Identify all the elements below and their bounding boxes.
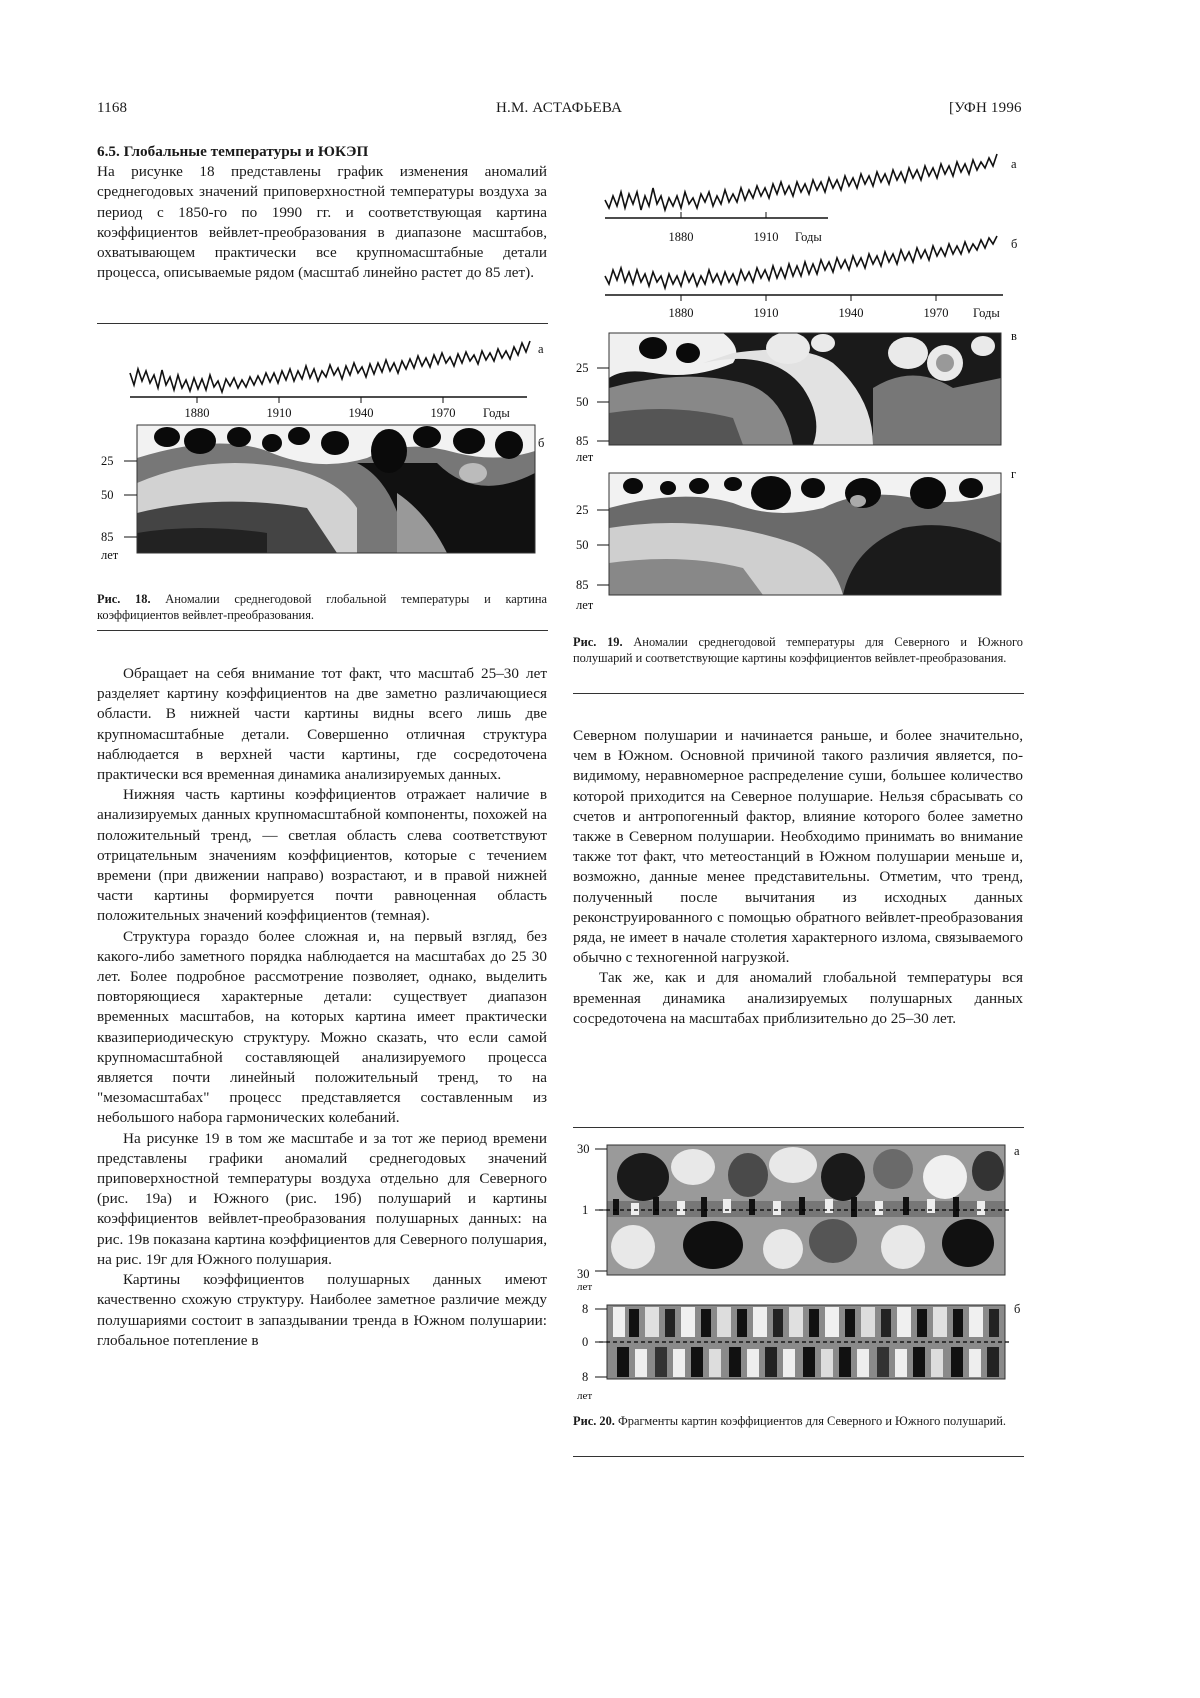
fig19a-xunit: Годы [795,230,822,244]
figure-20 [573,1137,1028,1407]
fig19d-ytick: 85 [576,578,589,592]
fig18-ytick: 85 [101,530,114,544]
fig18-xtick: 1880 [184,406,210,420]
left-paragraph-3: Структура гораздо более сложная и, на первый взгляд, без какого-либо заметного порядка наблюдается на масштабах до 25 30 лет. Более подробное рассмотрение позволяет, однако, выделить повторяющиеся характерные детали: существует диапазон временных масштабов, на которых картина имеет практически квазипериодическую структуру. Можно сказать, что если самой крупномасштабной составляющей анализируемого процесса является почти линейный положительный тренд, то на "мезомасштабах" процесс представляется составленным из небольшого набора гармонических колебаний. [97,927,547,1127]
rule-fig20-top [573,1127,1024,1128]
page-number: 1168 [97,100,128,116]
running-author: Н.М. АСТАФЬЕВА [496,100,623,116]
fig19-panel-d: г [1011,467,1017,481]
fig19b-xunit: Годы [973,306,1000,320]
fig20a-ytick: 1 [582,1203,589,1217]
fig19c-yunit: лет [576,450,594,464]
fig20b-ytick: 0 [582,1335,589,1349]
fig19b-xtick: 1880 [668,306,694,320]
fig18-xtick: 1970 [430,406,456,420]
fig19c-ytick: 50 [576,395,589,409]
fig20a-yunit: лет [577,1281,593,1293]
fig19-panel-a: а [1011,157,1017,171]
fig20b-yunit: лет [577,1390,593,1402]
fig19c-ytick: 85 [576,434,589,448]
fig18-caption-text: Аномалии среднегодовой глобальной температуры и картина коэффициентов вейвлет-преобразования. [97,592,547,622]
fig20b-ytick: 8 [582,1370,589,1384]
fig19c-wavelet-map-north [609,332,1001,445]
running-journal: [УФН 1996 [949,100,1022,116]
right-paragraph-1: Северном полушарии и начинается раньше, и более значительно, чем в Южном. Основной причиной такого различия является, по-видимому, неравномерное распределение суши, большее количество которой приходится на Северное полушарие. Нельзя сбрасывать со счетов и антропогенный фактор, влияние которого более заметно также в Северном полушарии. Необходимо принимать во внимание также тот факт, что метеостанций в Южном полушарии меньше и, возможно, данные менее представительны. Отметим, что тренд, полученный после вычитания из исходных данных реконструированного с помощью обратного вейвлет-преобразования ряда, не имеет в начале столетия характерного излома, связываемого обычно с техногенной нагрузкой. [573,727,1023,967]
fig19d-ytick: 25 [576,503,589,517]
fig19-caption-text: Аномалии среднегодовой температуры для Северного и Южного полушарий и соответствующие картины коэффициентов вейвлет-преобразования. [573,635,1023,665]
fig19b-xtick: 1910 [753,306,779,320]
fig20-caption-text: Фрагменты картин коэффициентов для Северного и Южного полушарий. [618,1414,1007,1428]
fig19a-north-series [605,154,997,210]
rule-fig20-bottom [573,1456,1024,1457]
fig19a-xtick: 1910 [753,230,779,244]
fig18-xtick: 1910 [266,406,292,420]
fig19d-yunit: лет [576,598,594,612]
fig19b-xtick: 1940 [838,306,864,320]
left-paragraph-1: Обращает на себя внимание тот факт, что масштаб 25–30 лет разделяет картину коэффициентов на две заметно различающиеся области. В нижней части картины видны всего лишь две крупномасштабные детали. Совершенно отличная структура наблюдается в верхней части картины, где сосредоточена практически вся временная динамика анализируемых данных. [97,665,547,784]
fig18-panel-b: б [538,436,545,450]
fig19-caption [573,634,1023,666]
section-heading: 6.5. Глобальные температуры и ЮКЭП [97,143,369,160]
rule-fig19-bottom [573,693,1024,694]
fig20-panel-a: а [1014,1144,1020,1158]
fig19d-ytick: 50 [576,538,589,552]
fig18-panel-a: а [538,342,544,356]
fig19-caption-label: Рис. 19. [573,635,623,649]
fig20a-ytick: 30 [577,1267,590,1281]
fig19d-wavelet-map-south [609,473,1001,595]
fig19c-ytick: 25 [576,361,589,375]
right-paragraph-2: Так же, как и для аномалий глобальной температуры вся временная динамика анализируемых полушарных данных сосредоточена на масштабах приблизительно до 25–30 лет. [573,969,1023,1027]
left-paragraph-5: Картины коэффициентов полушарных данных имеют качественно схожую структуру. Наиболее заметное различие между полушариями состоит в запаздывании тренда в Южном полушарии: глобальное потепление в [97,1271,547,1349]
fig18-xunit: Годы [483,406,510,420]
fig20-panel-b: б [1014,1302,1021,1316]
right-column [573,726,1023,1029]
fig19-panel-b: б [1011,237,1018,251]
fig20a-ytick: 30 [577,1142,590,1156]
fig18-caption [97,591,547,623]
section-block [97,142,547,283]
figure-19 [573,148,1028,618]
fig20b-ytick: 8 [582,1302,589,1316]
fig18-wavelet-map [137,425,535,553]
fig19-panel-c: в [1011,329,1017,343]
fig18-yunit: лет [101,548,119,562]
fig18-ytick: 50 [101,488,114,502]
left-paragraph-4: На рисунке 19 в том же масштабе и за тот же период времени представлены графики аномалий среднегодовых значений приповерхностной температуры воздуха отдельно для Северного (рис. 19а) и Южного (рис. 19б) полушарий и картины коэффициентов вейвлет-преобразования полушарных данных: на рис. 19в показана картина коэффициентов для Северного полушария, на рис. 19г для Южного полушария. [97,1129,547,1268]
fig20-caption-label: Рис. 20. [573,1414,615,1428]
left-paragraph-2: Нижняя часть картины коэффициентов отражает наличие в анализируемых данных крупномасштабной компоненты, похожей на положительный тренд, — светлая область слева соответствуют отрицательным значениям коэффициентов, которые с течением времени (при движении направо) возрастают, и в правой нижней части картины формируется почти равноценная область положительных значений коэффициентов (темная). [97,786,547,925]
rule-fig18-top [97,323,548,324]
fig19a-xtick: 1880 [668,230,694,244]
fig18-ytick: 25 [101,454,114,468]
fig18-caption-label: Рис. 18. [97,592,151,606]
rule-fig18-bottom [97,630,548,631]
fig18-xtick: 1940 [348,406,374,420]
fig18-temperature-series [130,341,530,392]
section-intro: На рисунке 18 представлены график изменения аномалий среднегодовых значений приповерхностной температуры воздуха за период с 1850-го по 1990 гг. и соответствующая картина коэффициентов вейвлет-преобразования в диапазоне масштабов, охватывающем практически все крупномасштабные детали процесса, описываемые рядом (масштаб линейно растет до 85 лет). [97,163,547,282]
left-column [97,664,547,1351]
figure-18 [97,333,552,583]
fig20-caption [573,1413,1023,1429]
fig19b-xtick: 1970 [923,306,949,320]
